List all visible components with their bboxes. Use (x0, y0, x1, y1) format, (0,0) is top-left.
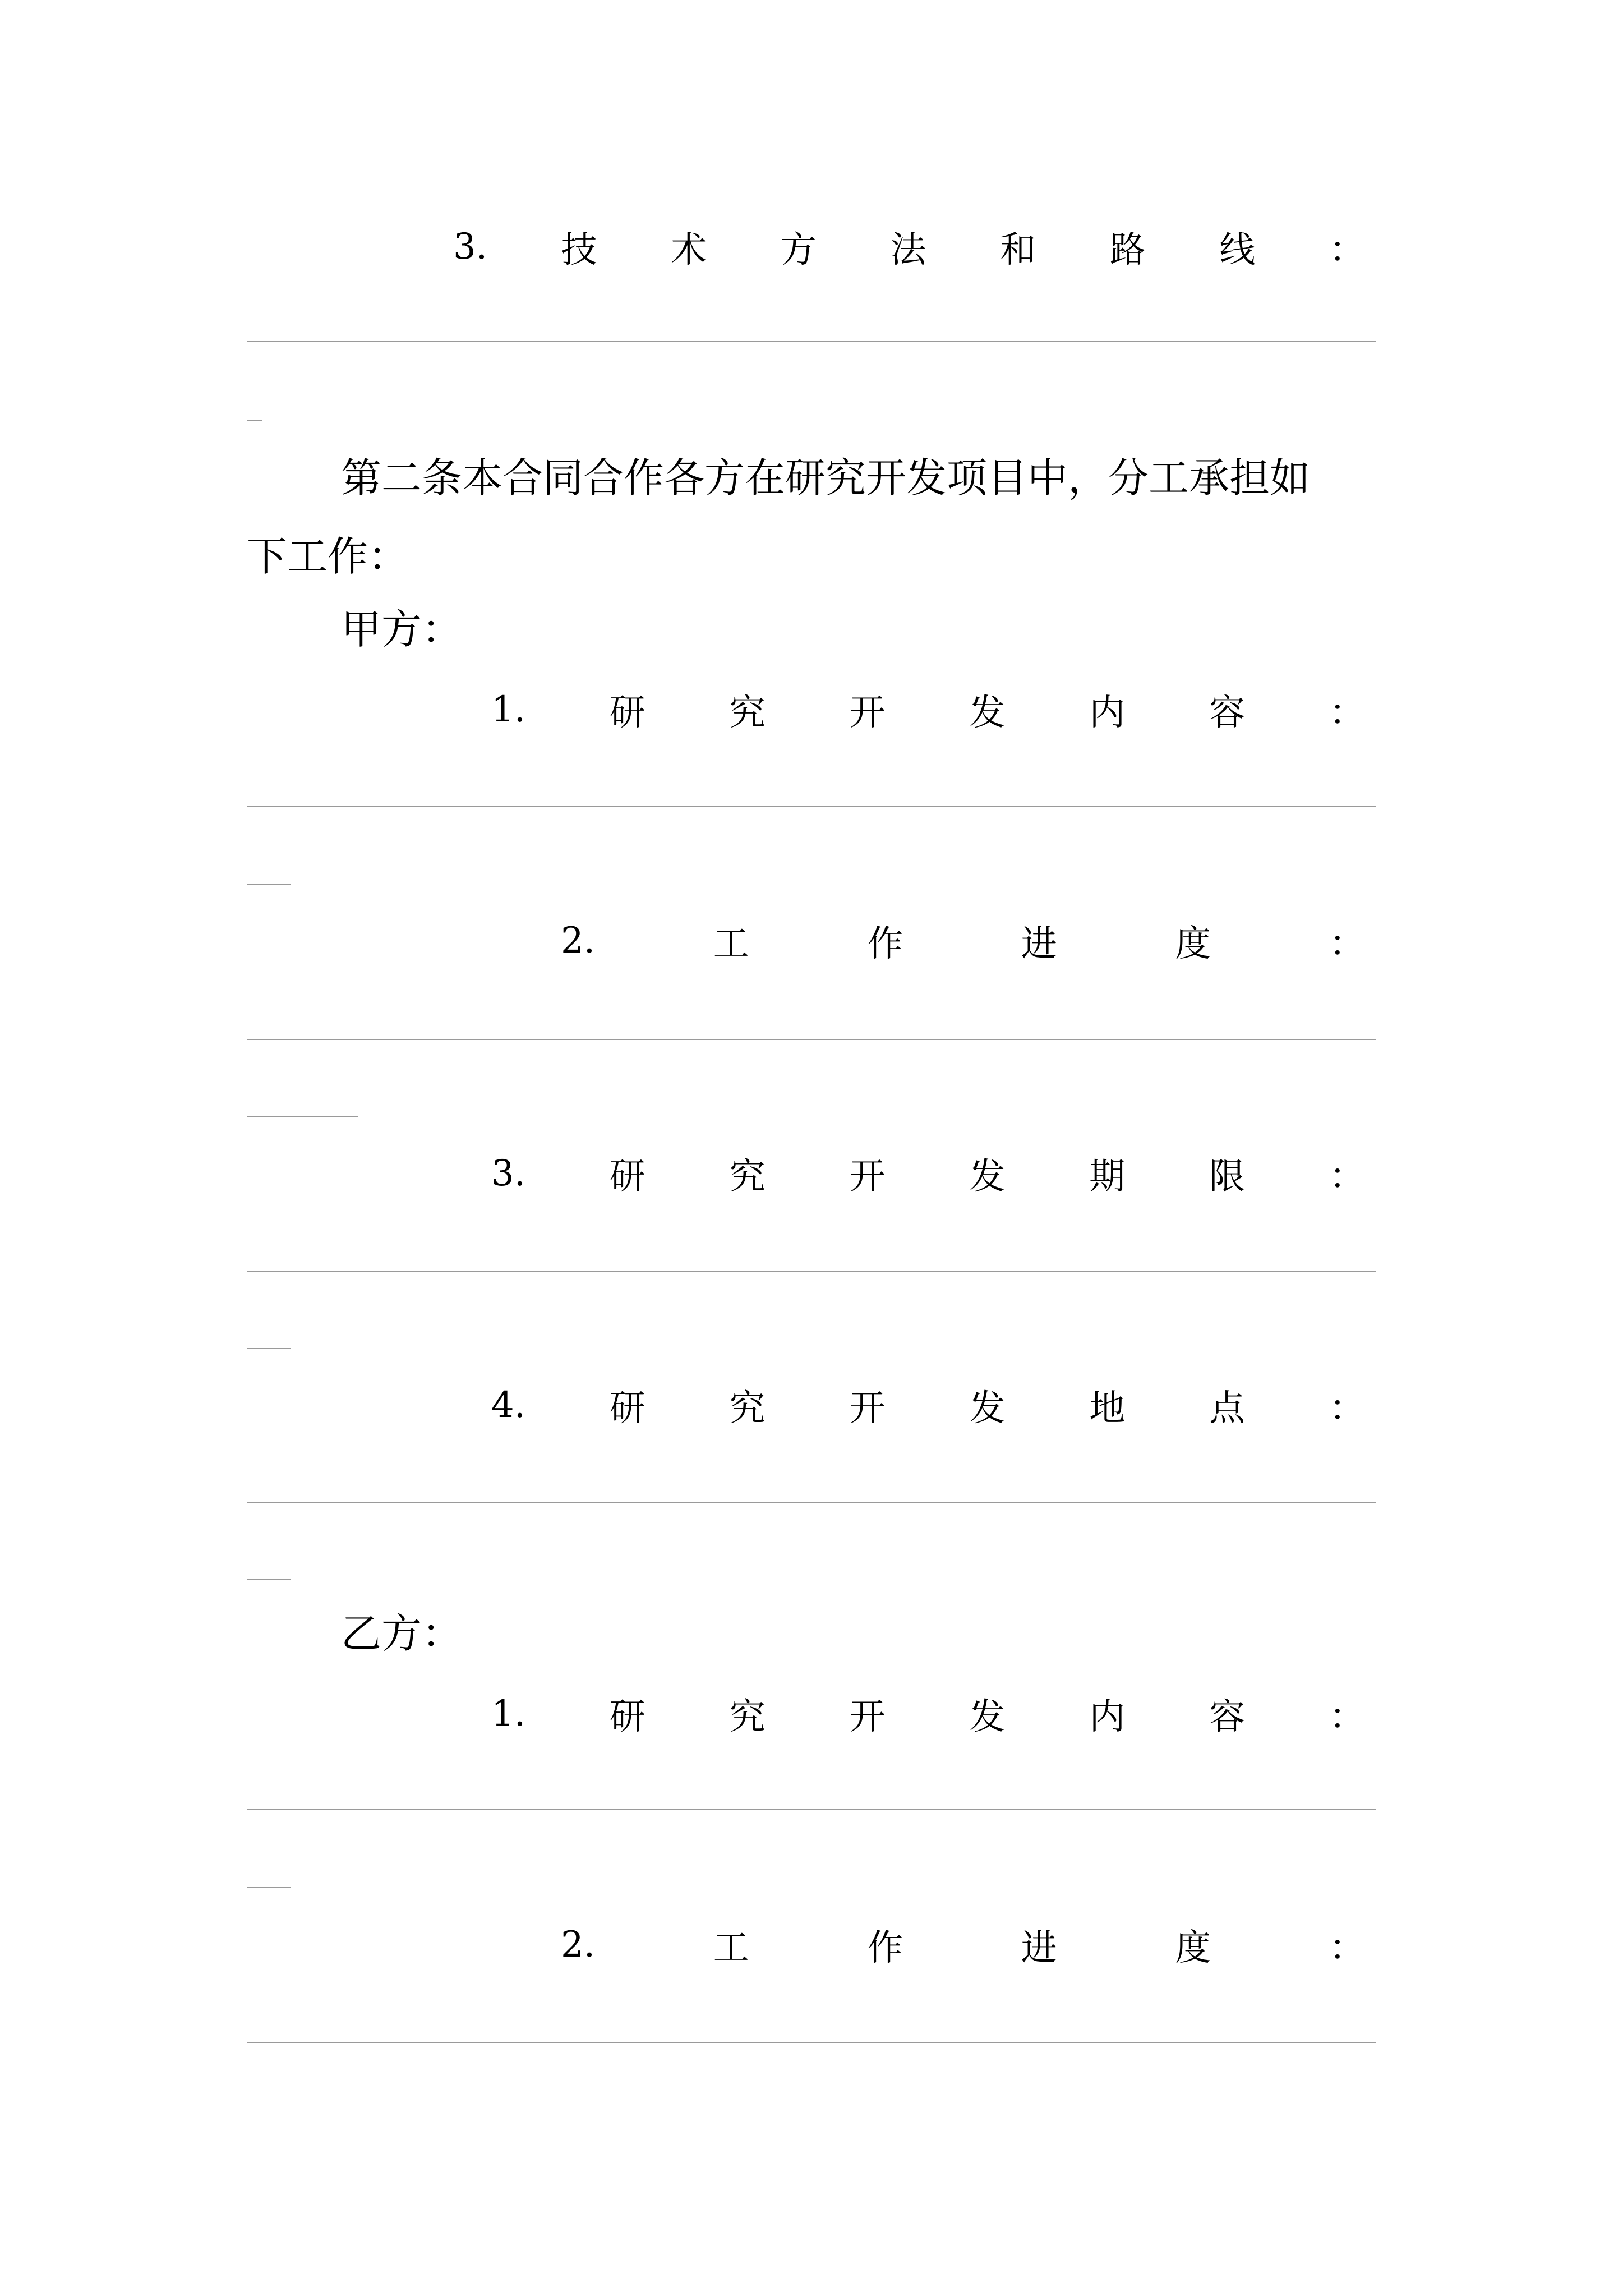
fill-in-line (247, 1809, 1376, 1810)
party-b-item-1-heading (491, 1688, 1365, 1739)
party-a-item-1-heading (491, 684, 1365, 735)
heading-char: 研 (609, 1156, 645, 1198)
tech-method-heading (453, 222, 1365, 272)
item-number: 1. (491, 689, 526, 730)
item-number: 3. (453, 226, 488, 268)
party-a-label: 甲方： (341, 606, 463, 653)
heading-colon: ： (1329, 229, 1365, 271)
item-number: 4. (491, 1384, 526, 1426)
heading-char: 限 (1209, 1156, 1246, 1198)
heading-char: 发 (969, 1388, 1006, 1429)
article-2-line-1: 第二条本合同合作各方在研究开发项目中，分工承担如 (341, 454, 1311, 501)
party-a-item-3-heading (491, 1148, 1365, 1199)
heading-char: 技 (561, 229, 597, 271)
fill-in-line-tail (247, 884, 291, 885)
heading-char: 工 (713, 1927, 749, 1969)
party-a-item-4-heading (491, 1380, 1365, 1430)
heading-char: 开 (849, 1388, 886, 1429)
fill-in-line-tail (247, 1116, 358, 1117)
fill-in-line (247, 341, 1376, 342)
heading-char: 开 (849, 692, 886, 734)
article-2-line-2: 下工作： (247, 533, 409, 580)
item-number: 3. (491, 1153, 526, 1194)
heading-char: 进 (1021, 1927, 1057, 1969)
heading-char: 期 (1089, 1156, 1126, 1198)
fill-in-line-tail (247, 1579, 291, 1580)
heading-char: 内 (1089, 692, 1126, 734)
heading-char: 法 (890, 229, 926, 271)
heading-char: 发 (969, 1696, 1006, 1738)
heading-char: 研 (609, 1696, 645, 1738)
heading-colon: ： (1329, 1388, 1365, 1429)
fill-in-line-tail (247, 1348, 291, 1349)
fill-in-line (247, 1271, 1376, 1272)
heading-char: 发 (969, 692, 1006, 734)
heading-char: 容 (1209, 1696, 1246, 1738)
heading-char: 研 (609, 692, 645, 734)
heading-char: 地 (1089, 1388, 1126, 1429)
heading-char: 方 (780, 229, 817, 271)
party-a-item-2-heading (561, 915, 1365, 966)
heading-char: 和 (1000, 229, 1036, 271)
heading-char: 进 (1021, 923, 1057, 965)
heading-char: 工 (713, 923, 749, 965)
item-number: 2. (561, 920, 596, 961)
heading-char: 作 (867, 1927, 903, 1969)
fill-in-line (247, 806, 1376, 807)
heading-char: 线 (1219, 229, 1256, 271)
heading-colon: ： (1329, 923, 1365, 965)
heading-char: 究 (729, 1696, 766, 1738)
heading-colon: ： (1329, 1927, 1365, 1969)
fill-in-line-tail (247, 420, 262, 421)
heading-char: 内 (1089, 1696, 1126, 1738)
fill-in-line (247, 1039, 1376, 1040)
heading-char: 度 (1175, 1927, 1211, 1969)
heading-char: 作 (867, 923, 903, 965)
heading-colon: ： (1329, 1156, 1365, 1198)
fill-in-line (247, 1502, 1376, 1503)
heading-char: 究 (729, 692, 766, 734)
item-number: 2. (561, 1924, 596, 1966)
heading-char: 究 (729, 1388, 766, 1429)
party-b-label: 乙方： (341, 1610, 463, 1657)
heading-char: 度 (1175, 923, 1211, 965)
heading-char: 术 (671, 229, 707, 271)
heading-char: 路 (1109, 229, 1146, 271)
heading-char: 究 (729, 1156, 766, 1198)
heading-char: 发 (969, 1156, 1006, 1198)
item-number: 1. (491, 1693, 526, 1734)
heading-char: 点 (1209, 1388, 1246, 1429)
heading-char: 开 (849, 1696, 886, 1738)
fill-in-line-tail (247, 1887, 291, 1888)
fill-in-line (247, 2042, 1376, 2043)
party-b-item-2-heading (561, 1920, 1365, 1970)
heading-char: 容 (1209, 692, 1246, 734)
heading-colon: ： (1329, 692, 1365, 734)
heading-colon: ： (1329, 1696, 1365, 1738)
heading-char: 开 (849, 1156, 886, 1198)
heading-char: 研 (609, 1388, 645, 1429)
